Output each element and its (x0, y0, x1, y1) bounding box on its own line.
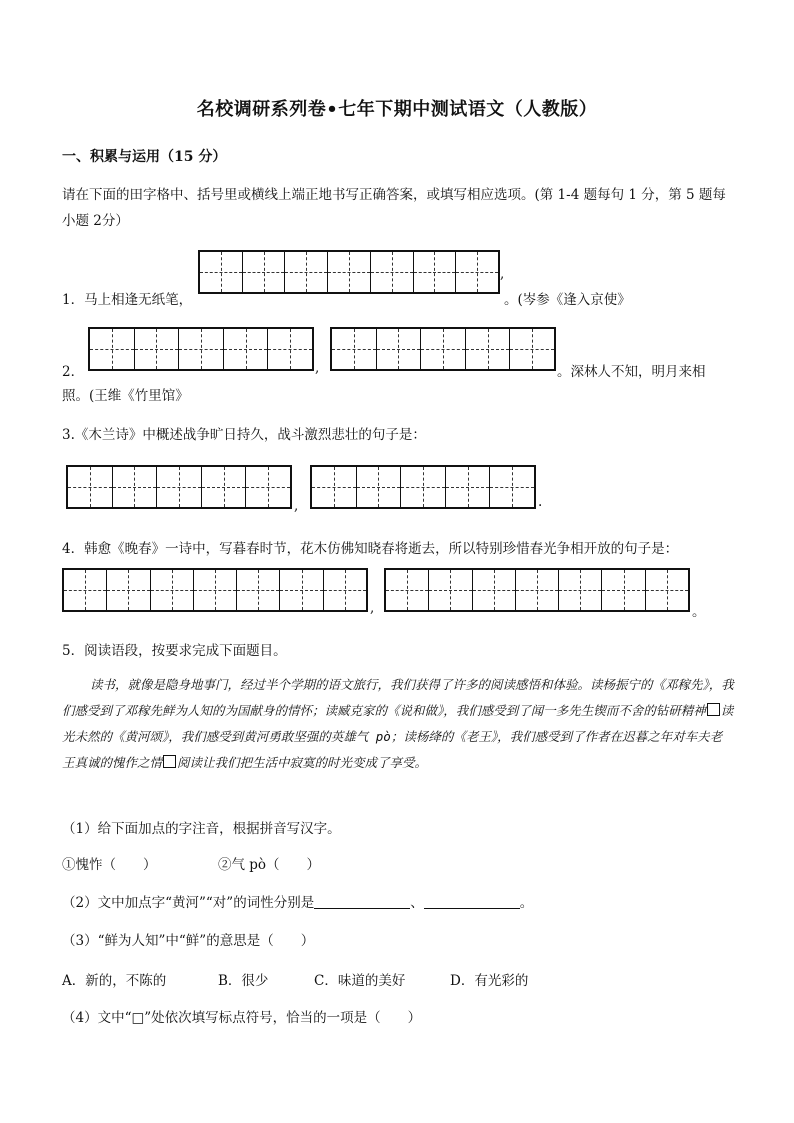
q2-prefix: 2． (62, 364, 85, 380)
q4-answer-grid-2[interactable] (384, 568, 690, 612)
sub-question-3: （3）“鲜为人知”中“鲜”的意思是（ ） (62, 933, 315, 949)
q3-end: . (538, 494, 543, 510)
sub-question-1-item-a[interactable]: ①愧怍（ ） (62, 857, 157, 873)
sub-question-4: （4）文中“□”处依次填写标点符号，恰当的一项是（ ） (62, 1010, 422, 1026)
option-b[interactable]: B．很少 (218, 973, 269, 989)
sub-question-2-end: 。 (519, 895, 534, 911)
reading-part-2: 读光未然的《黄河颂》，我们感受到黄河勇敢坚强的英雄气 pò；读杨绛的《老王》，我们感受到了作者在迟暮之年对车夫老王真诚的愧作之情 (62, 703, 734, 770)
q2-suffix: 。深林人不知，明月来相 (557, 364, 706, 380)
reading-part-1: 读书，就像是隐身地事门，经过半个学期的语文旅行，我们获得了许多的阅读感悟和体验。读杨振宁的《邓稼先》，我们感受到了邓稼先鲜为人知的为国献身的情怀；读臧克家的《说和做》，我们感受到了闻一多先生锲而不舍的钻研精神 (62, 677, 734, 718)
sub-question-2-text: （2）文中加点字“黄河”“对”的词性分别是 (62, 895, 315, 911)
sub-question-2-sep: 、 (410, 895, 424, 911)
sub-question-1: （1）给下面加点的字注音，根据拼音写汉字。 (62, 821, 341, 837)
q3-answer-grid-2[interactable] (310, 465, 536, 509)
blank-box-1 (707, 703, 720, 716)
sub-question-1-item-b[interactable]: ②气 pò（ ） (218, 857, 321, 873)
q5-text: 5．阅读语段，按要求完成下面题目。 (62, 643, 287, 659)
q1-suffix: 。(岑参《逢入京使》 (504, 292, 631, 308)
q2-comma: , (315, 360, 320, 376)
q1-prefix: 1．马上相逢无纸笔， (62, 292, 193, 308)
sub-question-2-blank-1[interactable] (314, 896, 410, 909)
q4-comma: , (370, 600, 375, 616)
blank-box-2 (163, 755, 176, 768)
q3-comma: , (294, 498, 299, 514)
q3-text: 3.《木兰诗》中概述战争旷日持久，战斗激烈悲壮的句子是： (62, 427, 426, 443)
q3-answer-grid-1[interactable] (66, 465, 292, 509)
q4-end: 。 (692, 604, 706, 620)
reading-part-3: 阅读让我们把生活中寂寞的时光变成了享受。 (177, 755, 428, 770)
q1-answer-grid[interactable] (198, 250, 500, 294)
sub-question-2-blank-2[interactable] (424, 896, 520, 909)
option-d[interactable]: D．有光彩的 (450, 973, 529, 989)
instruction-text: 请在下面的田字格中、括号里或横线上端正地书写正确答案，或填写相应选项。(第 1-4 题每句 1 分，第 5 题每小题 2分） (62, 187, 726, 229)
q4-text: 4．韩愈《晚春》一诗中，写暮春时节，花木仿佛知晓春将逝去，所以特别珍惜春光争相开放的句子是： (62, 541, 679, 557)
q2-answer-grid-1[interactable] (88, 327, 314, 371)
option-c[interactable]: C．味道的美好 (314, 973, 406, 989)
q4-answer-grid-1[interactable] (62, 568, 368, 612)
sub-question-2 (62, 891, 533, 911)
reading-passage (62, 672, 734, 776)
q1-comma: , (500, 266, 505, 282)
q2-line2: 照。(王维《竹里馆》 (62, 388, 189, 404)
option-a[interactable]: A．新的，不陈的 (62, 973, 167, 989)
q2-answer-grid-2[interactable] (330, 327, 556, 371)
page-title: 名校调研系列卷•七年下期中测试语文（人教版） (196, 99, 598, 120)
section-heading-1: 一、积累与运用（15 分） (62, 149, 227, 165)
